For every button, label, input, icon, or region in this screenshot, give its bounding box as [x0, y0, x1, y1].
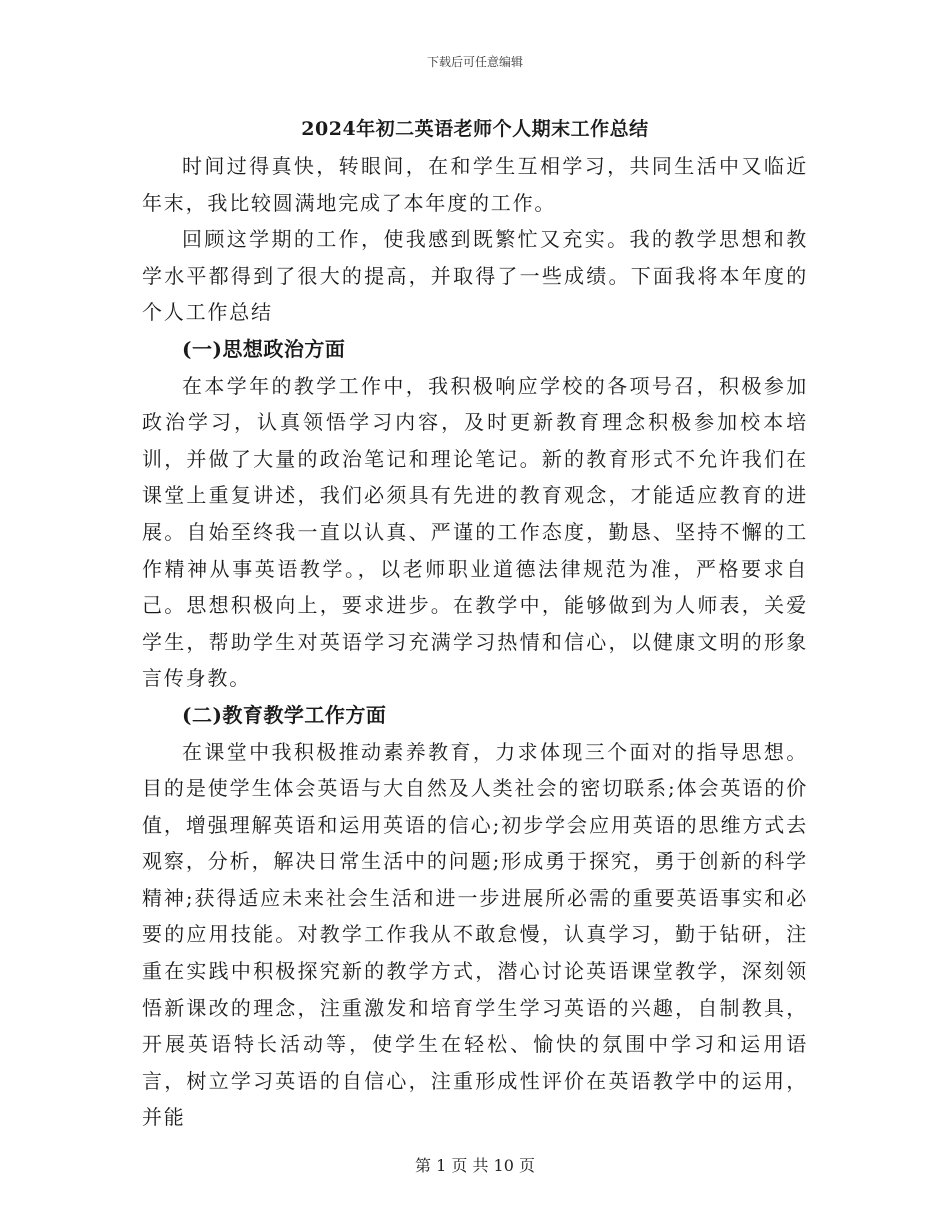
- document-body: [142, 148, 808, 1136]
- section-teaching-paragraph: 在课堂中我积极推动素养教育，力求体现三个面对的指导思想。目的是使学生体会英语与大自然及人类社会的密切联系;体会英语的价值，增强理解英语和运用英语的信心;初步学会应用英语的思维方式去观察，分析，解决日常生活中的问题;形成勇于探究，勇于创新的科学精神;获得适应未来社会生活和进一步进展所必需的重要英语事实和必要的应用技能。对教学工作我从不敢怠慢，认真学习，勤于钻研，注重在实践中积极探究新的教学方式，潜心讨论英语课堂教学，深刻领悟新课改的理念，注重激发和培育学生学习英语的兴趣，自制教具，开展英语特长活动等，使学生在轻松、愉快的氛围中学习和运用语言，树立学习英语的自信心，注重形成性评价在英语教学中的运用，并能: [142, 739, 808, 1130]
- section-heading-ideology: (一)思想政治方面: [182, 336, 346, 361]
- section-heading-teaching: (二)教育教学工作方面: [182, 702, 387, 727]
- page-number-footer: 第 1 页 共 10 页: [415, 1156, 535, 1175]
- document-title: 2024年初二英语老师个人期末工作总结: [301, 118, 649, 140]
- intro-paragraph-1: 时间过得真快，转眼间，在和学生互相学习，共同生活中又临近年末，我比较圆满地完成了本年度的工作。: [142, 154, 808, 215]
- page-header-note: 下载后可任意编辑: [426, 55, 523, 69]
- section-ideology-paragraph: 在本学年的教学工作中，我积极响应学校的各项号召，积极参加政治学习，认真领悟学习内容，及时更新教育理念积极参加校本培训，并做了大量的政治笔记和理论笔记。新的教育形式不允许我们在课堂上重复讲述，我们必须具有先进的教育观念，才能适应教育的进展。自始至终我一直以认真、严谨的工作态度，勤恳、坚持不懈的工作精神从事英语教学。，以老师职业道德法律规范为准，严格要求自己。思想积极向上，要求进步。在教学中，能够做到为人师表，关爱学生，帮助学生对英语学习充满学习热情和信心，以健康文明的形象言传身教。: [142, 373, 808, 691]
- intro-paragraph-2: 回顾这学期的工作，使我感到既繁忙又充实。我的教学思想和教学水平都得到了很大的提高，并取得了一些成绩。下面我将本年度的个人工作总结: [142, 227, 808, 325]
